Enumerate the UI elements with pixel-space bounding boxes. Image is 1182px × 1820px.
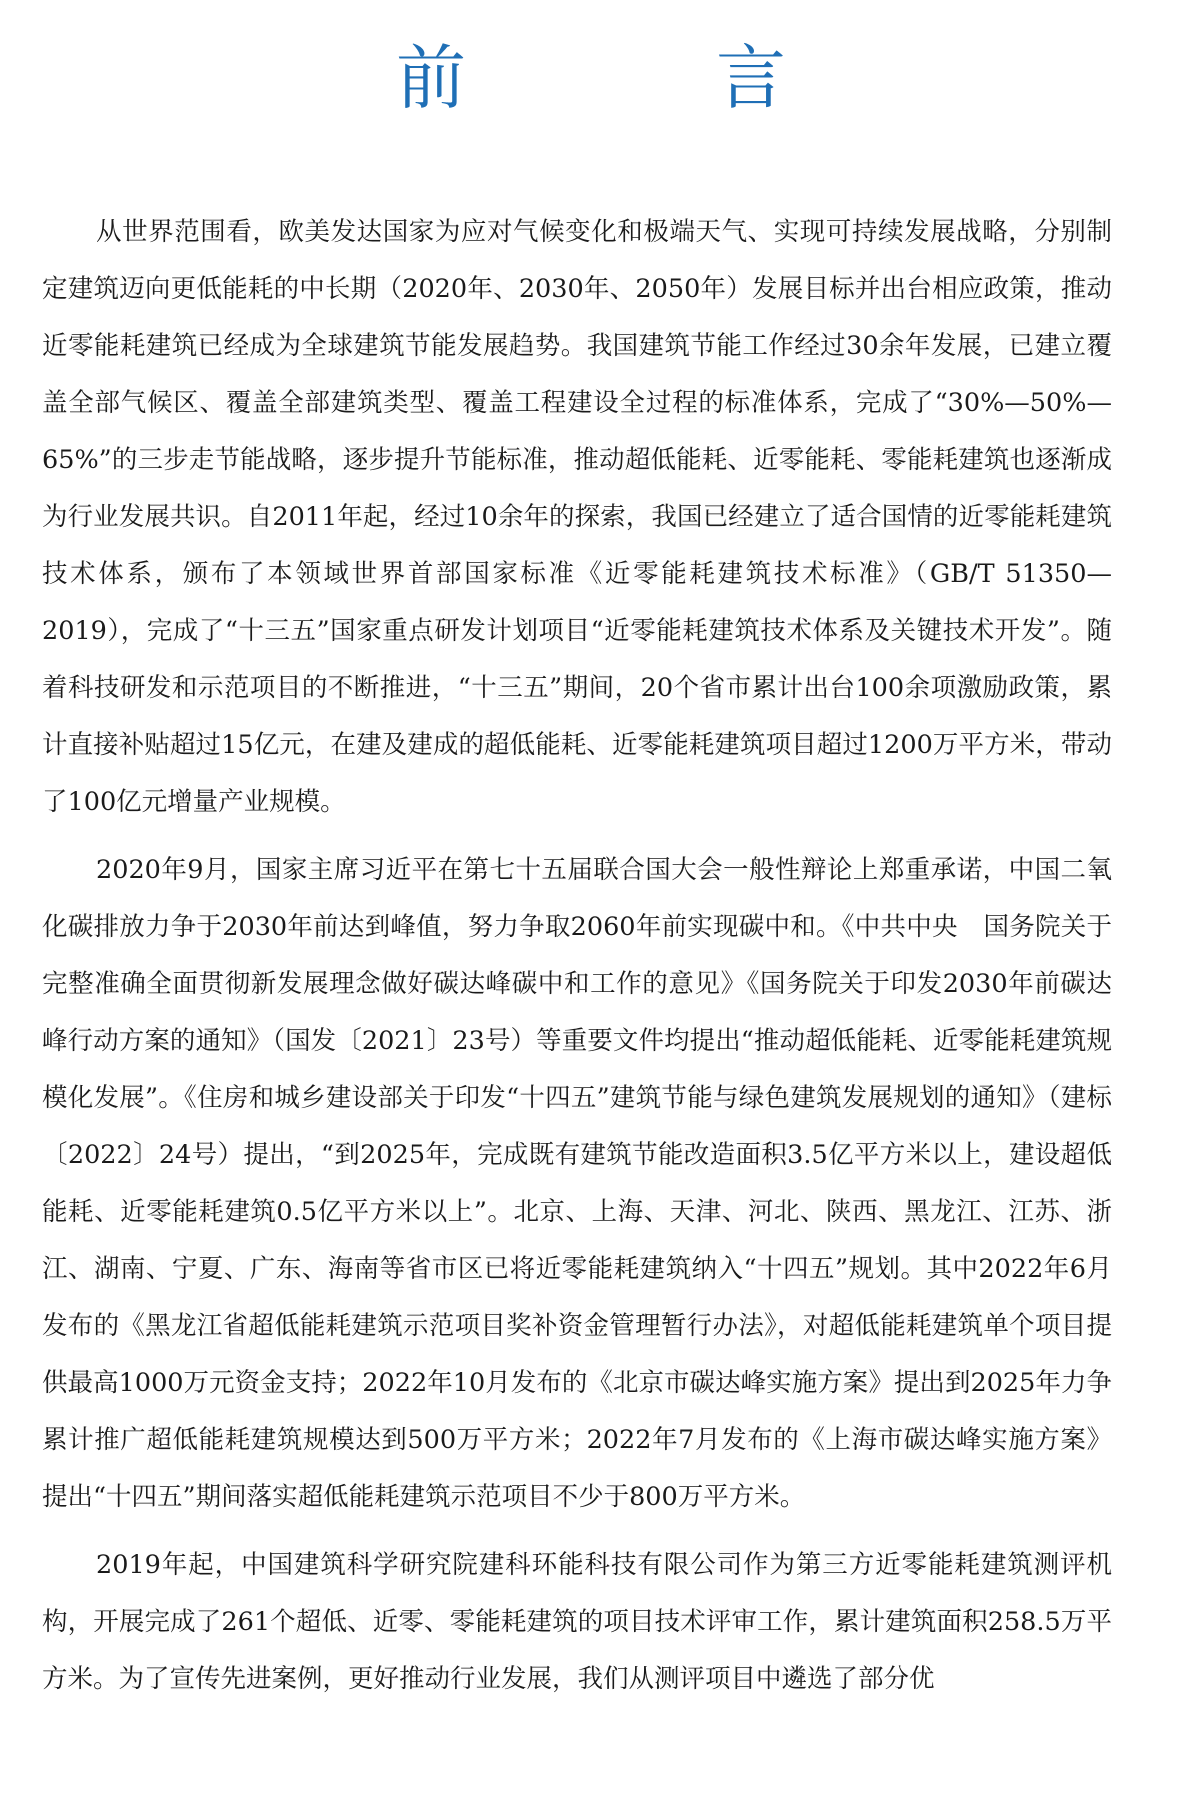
paragraph-2: 2020年9月，国家主席习近平在第七十五届联合国大会一般性辩论上郑重承诺，中国二氧化碳排放力争于2030年前达到峰值，努力争取2060年前实现碳中和。《中共中央 国务院关于完整准确全面贯彻新发展理念做好碳达峰碳中和工作的意见》《国务院关于印发2030年前碳达峰行动方案的通知》（国发〔2021〕23号）等重要文件均提出“推动超低能耗、近零能耗建筑规模化发展”。《住房和城乡建设部关于印发“十四五”建筑节能与绿色建筑发展规划的通知》（建标〔2022〕24号）提出，“到2025年，完成既有建筑节能改造面积3.5亿平方米以上，建设超低能耗、近零能耗建筑0.5亿平方米以上”。北京、上海、天津、河北、陕西、黑龙江、江苏、浙江、湖南、宁夏、广东、海南等省市区已将近零能耗建筑纳入“十四五”规划。其中2022年6月发布的《黑龙江省超低能耗建筑示范项目奖补资金管理暂行办法》，对超低能耗建筑单个项目提供最高1000万元资金支持；2022年10月发布的《北京市碳达峰实施方案》提出到2025年力争累计推广超低能耗建筑规模达到500万平方米；2022年7月发布的《上海市碳达峰实施方案》提出“十四五”期间落实超低能耗建筑示范项目不少于800万平方米。 [42, 855, 1112, 1512]
page-title: 前 言 [396, 37, 876, 119]
paragraph-1: 从世界范围看，欧美发达国家为应对气候变化和极端天气、实现可持续发展战略，分别制定建筑迈向更低能耗的中长期（2020年、2030年、2050年）发展目标并出台相应政策，推动近零能耗建筑已经成为全球建筑节能发展趋势。我国建筑节能工作经过30余年发展，已建立覆盖全部气候区、覆盖全部建筑类型、覆盖工程建设全过程的标准体系，完成了“30%—50%—65%”的三步走节能战略，逐步提升节能标准，推动超低能耗、近零能耗、零能耗建筑也逐渐成为行业发展共识。自2011年起，经过10余年的探索，我国已经建立了适合国情的近零能耗建筑技术体系，颁布了本领域世界首部国家标准《近零能耗建筑技术标准》（GB/T 51350—2019），完成了“十三五”国家重点研发计划项目“近零能耗建筑技术体系及关键技术开发”。随着科技研发和示范项目的不断推进，“十三五”期间，20个省市累计出台100余项激励政策，累计直接补贴超过15亿元，在建及建成的超低能耗、近零能耗建筑项目超过1200万平方米，带动了100亿元增量产业规模。 [42, 217, 1112, 817]
paragraph-3: 2019年起，中国建筑科学研究院建科环能科技有限公司作为第三方近零能耗建筑测评机构，开展完成了261个超低、近零、零能耗建筑的项目技术评审工作，累计建筑面积258.5万平方米。为了宣传先进案例，更好推动行业发展，我们从测评项目中遴选了部分优 [42, 1550, 1112, 1694]
preface-body [42, 204, 1112, 1719]
